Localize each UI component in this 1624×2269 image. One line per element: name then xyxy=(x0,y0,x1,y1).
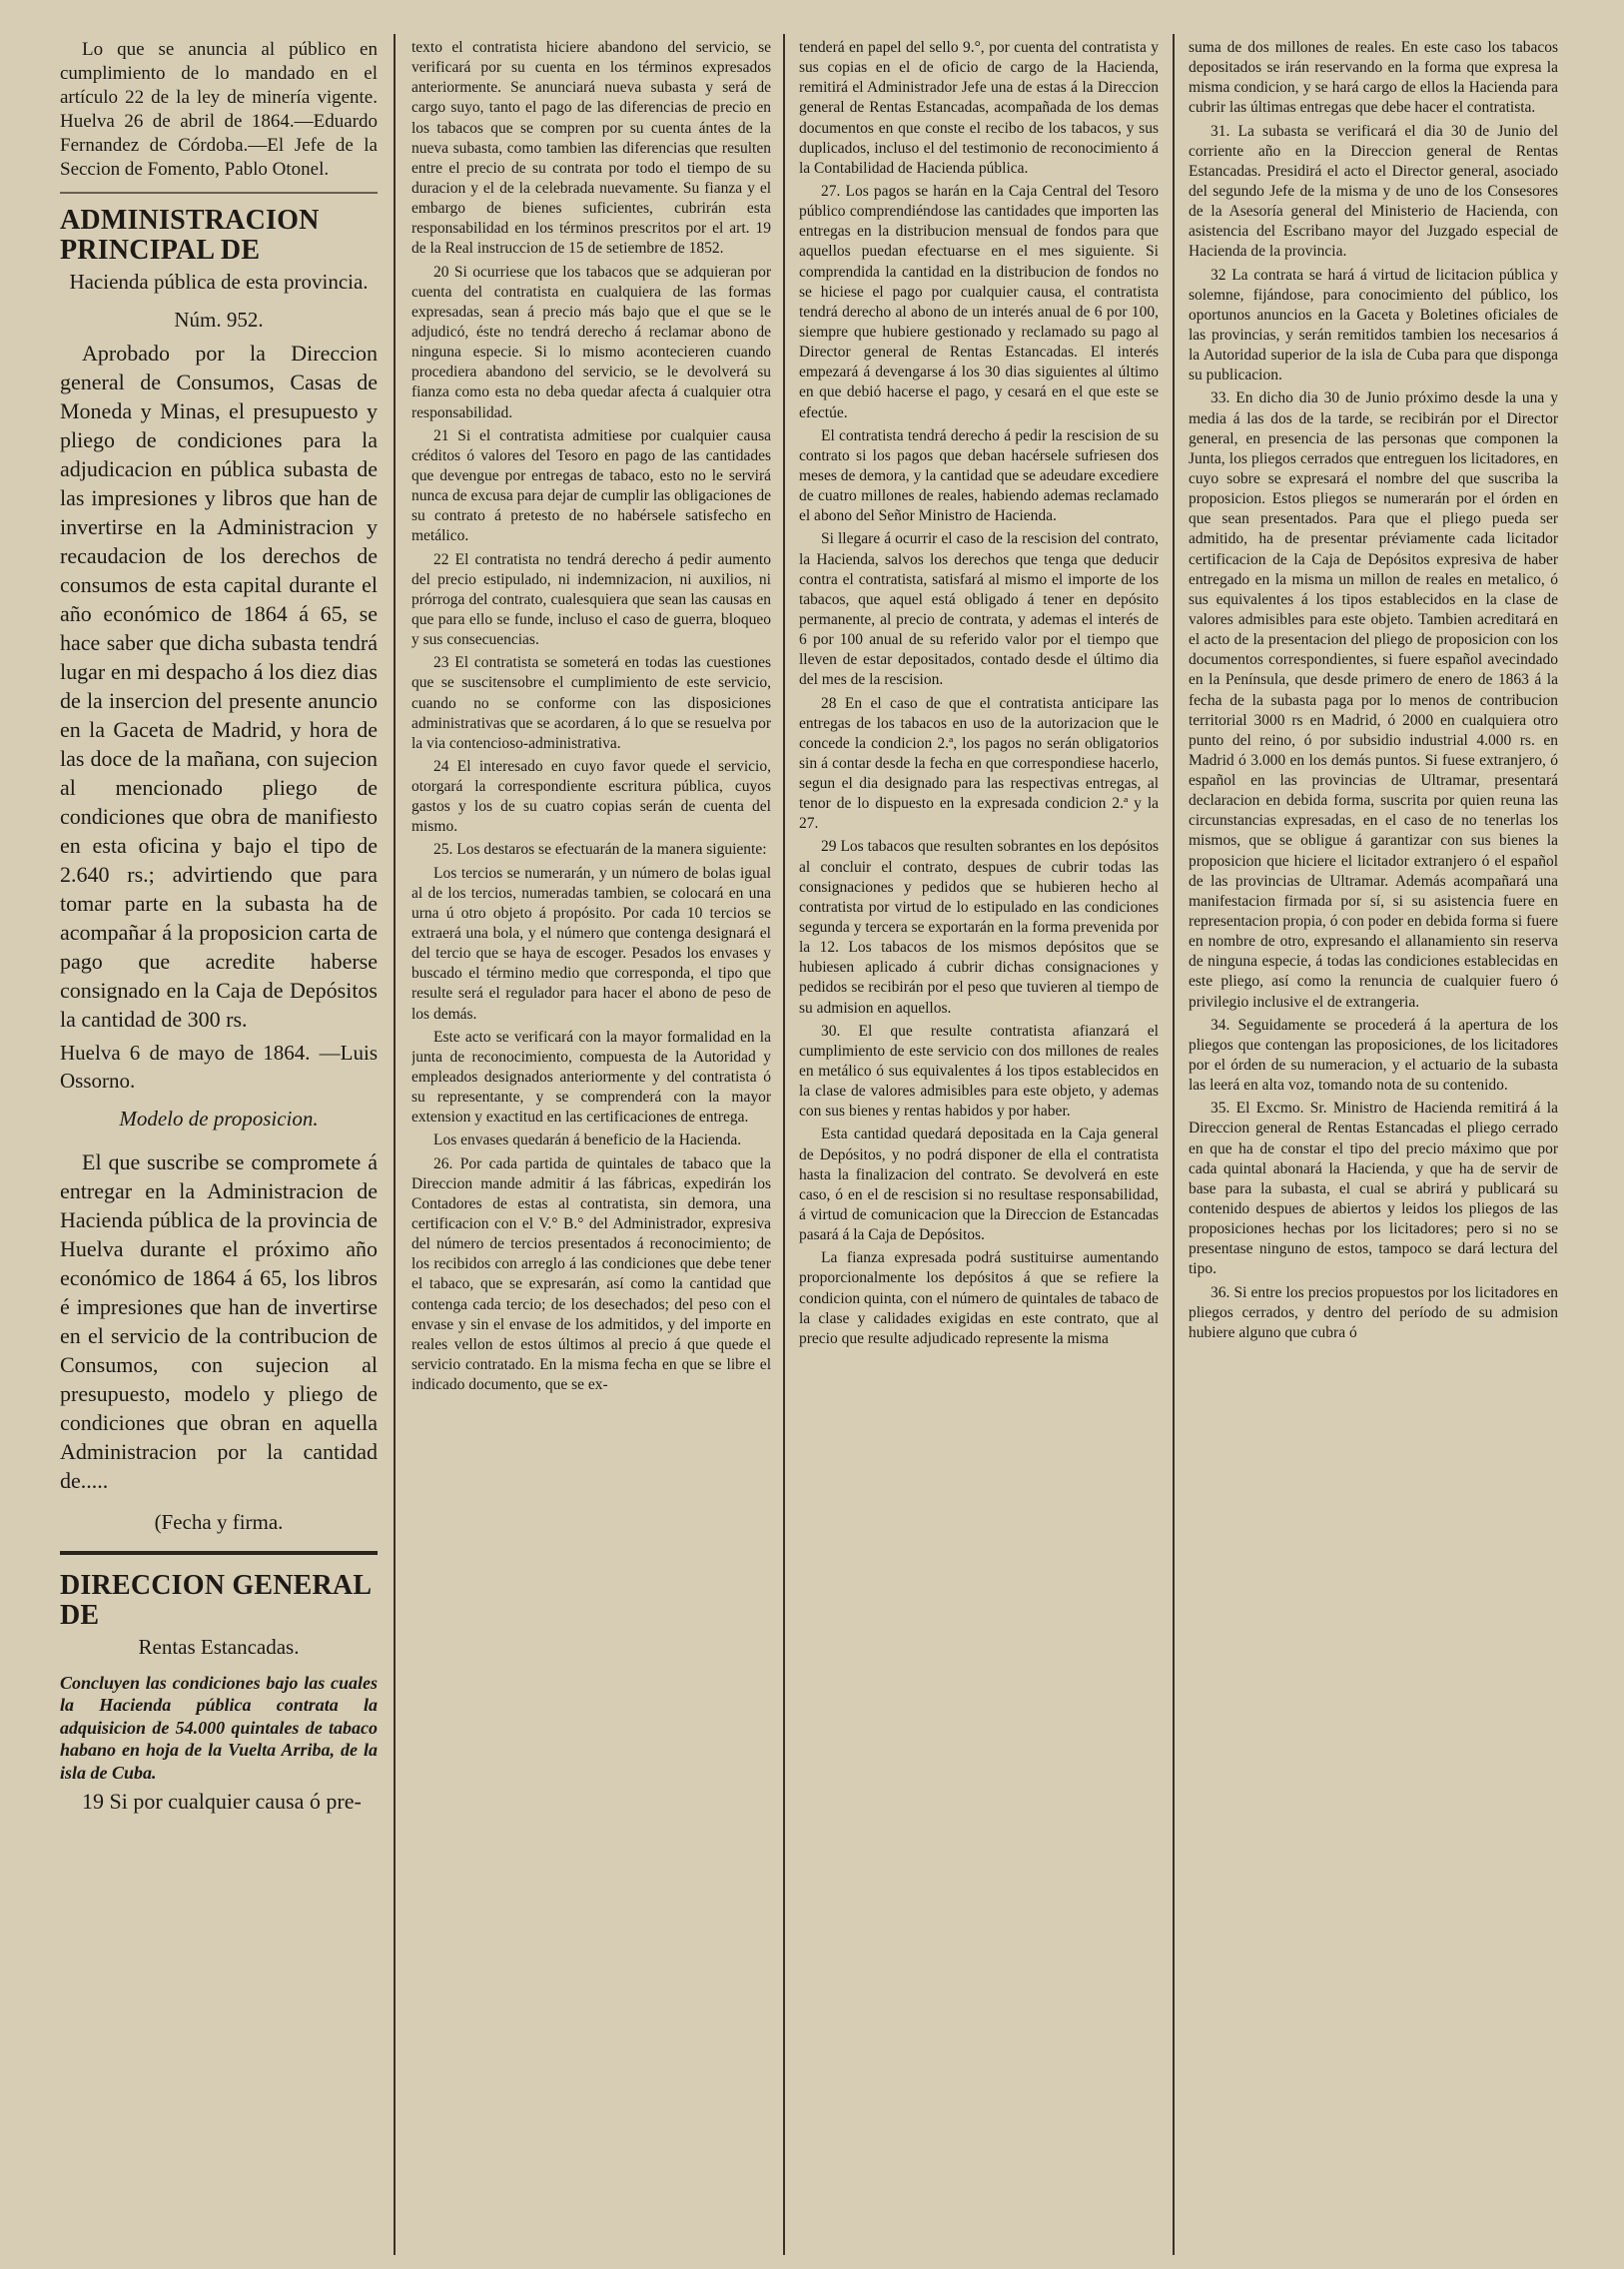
column-3 xyxy=(799,38,1159,2255)
condition-27-paragraph: Si llegare á ocurrir el caso de la rescision del contrato, la Hacienda, salvos los derechos que tenga que deducir contra el contratista, satisfará al mismo el importe de los tabacos, que aquel está obligado á tener en depósito permanente, al precio de contrata, y ademas el interés de 6 por 100 anual de su referido valor por el tiempo que lleven de estar depositados, contado desde el último dia del mes de la rescision. xyxy=(799,530,1159,689)
section-divider xyxy=(60,192,378,194)
condition-22: 22 El contratista no tendrá derecho á pedir aumento del precio estipulado, ni indemnizacion, ni auxilios, ni prórroga del contrato, cualesquiera que sean las causas en que para ello se funde, incluso el caso de guerra, bloqueo y sus consecuencias. xyxy=(411,550,771,649)
notice-signature: Huelva 6 de mayo de 1864. —Luis Ossorno. xyxy=(60,1041,378,1094)
condition-30: 30. El que resulte contratista afianzará el cumplimiento de este servicio con dos millones de reales en metálico ó sus equivalentes á los tipos establecidos en la clase de valores admisibles para este objeto, y ademas con sus bienes y rentas habidos y por haber. xyxy=(799,1022,1159,1121)
section-heading-direccion: DIRECCION GENERAL DE xyxy=(60,1569,371,1632)
condition-26-continued: tenderá en papel del sello 9.°, por cuenta del contratista y sus copias en el de oficio de cargo de la Hacienda, remitirá el Administrador Jefe una de estas á la Direccion general de Rentas Estancadas, acompañada de los demas documentos en que conste el recibo de los tabacos, y sus duplicados, incluso el del testimonio de reconocimiento á la Contabilidad de Hacienda pública. xyxy=(799,39,1159,177)
condition-28: 28 En el caso de que el contratista anticipare las entregas de los tabacos en uso de la autorizacion que le concede la condicion 2.ª, los pagos no serán obligatorios sin á contar desde la fecha en que correspondiese hacerlo, segun el dia designado para las respectivas entregas, al tenor de lo dispuesto en la expresada condicion 2.ª y la 27. xyxy=(799,694,1159,833)
mining-notice-intro: Lo que se anuncia al público en cumplimiento de lo mandado en el artículo 22 de la ley de minería vigente. Huelva 26 de abril de 1864.—Eduardo Fernandez de Córdoba.—El Jefe de la Seccion de Fomento, Pablo Otonel. xyxy=(60,39,378,180)
condition-19-continued: texto el contratista hiciere abandono del servicio, se verificará por su cuenta en los términos expresados anteriormente. Se anunciará nueva subasta y será de cargo suyo, tanto el pago de las diferencias de precio en los tabacos que se compren por su cuenta ántes de la nueva subasta, como tambien las diferencias que resulten entre el precio de su contrata por todo el tiempo de su duracion y el de la celebrada nuevamente. Su fianza y el embargo de bienes suficientes, cubrirán esta responsabilidad en los términos prescritos por el art. 19 de la Real instruccion de 15 de setiembre de 1852. xyxy=(411,39,771,258)
condition-20: 20 Si ocurriese que los tabacos que se adquieran por cuenta del contratista en cualquiera de las formas expresadas, sean á precio más bajo que el que se le adjudicó, éste no tendrá derecho á reclamar abono de ninguna especie. Si lo mismo acontecieren cuando procediera abandono del servicio, se le devolverá su fianza como esta no deba quedar afecta á cualquier otra responsabilidad. xyxy=(411,263,771,421)
column-2 xyxy=(411,38,771,2255)
condition-35: 35. El Excmo. Sr. Ministro de Hacienda remitirá á la Direccion general de Rentas Estancadas el pliego cerrado en que ha de constar el tipo del precio máximo que por cada quintal abonará la Hacienda, y que ha de servir de base para la subasta, el cual se abrirá y publicará su contenido despues de abiertos y leidos los pliegos de las proposiciones hechas por los licitadores; pero si no se presentase ninguno de estos, tampoco se dará lectura del tipo. xyxy=(1189,1100,1558,1278)
condition-23: 23 El contratista se someterá en todas las cuestiones que se suscitensobre el cumplimiento de este servicio, cuando no se conforme con las disposiciones administrativas que se acordaren, á lo que se resuelva por la via contencioso-administrativa. xyxy=(411,654,771,752)
section-heading-administracion: ADMINISTRACION PRINCIPAL DE xyxy=(60,204,320,267)
model-proposal-text: El que suscribe se compromete á entregar en la Administracion de Hacienda pública de la provincia de Huelva durante el próximo año económico de 1864 á 65, los libros é impresiones que han de invertirse en el servicio de la contribucion de Consumos, con sujecion al presupuesto, modelo y pliego de condiciones que obran en aquella Administracion por la cantidad de..... xyxy=(60,1148,378,1493)
condition-27: 27. Los pagos se harán en la Caja Central del Tesoro público comprendiéndose las cantidades que importen las entregas en la distribucion mensual de fondos para que aquellos puedan efectuarse en el mes siguiente. Si comprendida la cantidad en la distribucion de fondos no se hiciese el pago por cualquier causa, el contratista tendrá derecho al abono de un interés anual de 6 por 100, siempre que hubiere gestionado y reclamado su pago al Director general de Rentas Estancadas. El interés empezará á devengarse á los 30 dias siguientes al último en que debió hacerse el pago, y cesará en el que este se efectúe. xyxy=(799,182,1159,421)
column-rule xyxy=(783,34,785,2255)
conditions-summary: Concluyen las condiciones bajo las cuales la Hacienda pública contrata la adquisicion de 54.000 quintales de tabaco habano en hoja de la Vuelta Arriba, de la isla de Cuba. xyxy=(60,1672,378,1783)
condition-29: 29 Los tabacos que resulten sobrantes en los depósitos al concluir el contrato, despues de cubrir todas las consignaciones y pedidos que se hubieren hecho al contratista por virtud de lo estipulado en las condiciones segunda y tercera se exportarán en la forma prevenida por la 12. Los tabacos de los mismos depósitos que se hubiesen aplicado á cubrir dichas consignaciones y pedidos se recibirán por el peso que tuvieren al tiempo de su admision en aquellos. xyxy=(799,838,1159,1017)
column-4 xyxy=(1189,38,1558,2255)
condition-21: 21 Si el contratista admitiese por cualquier causa créditos ó valores del Tesoro en pago de las cantidades que devengue por entregas de tabaco, esto no le servirá nunca de excusa para dejar de cumplir las obligaciones de su contrato á pretesto de no habérsele satisfecho en metálico. xyxy=(411,426,771,545)
auction-notice-text: Aprobado por la Direccion general de Consumos, Casas de Moneda y Minas, el presupuesto y pliego de condiciones para la adjudicacion en pública subasta de las impresiones y libros que han de invertirse en la Administracion y recaudacion de los derechos de consumos de esta capital durante el año económico de 1864 á 65, se hace saber que dicha subasta tendrá lugar en mi despacho á los diez dias de la insercion del presente anuncio en la Gaceta de Madrid, y hora de las doce de la mañana, con sujecion al mencionado pliego de condiciones que obra de manifiesto en esta oficina y bajo el tipo de 2.640 rs.; advirtiendo que para tomar parte en la subasta ha de acompañar á la proposicion carta de pago que acredite haberse consignado en la Caja de Depósitos la cantidad de 300 rs. xyxy=(60,340,378,1033)
condition-32: 32 La contrata se hará á virtud de licitacion pública y solemne, fijándose, para conocimiento del público, los oportunos anuncios en la Gaceta y Boletines oficiales de las provincias, y serán remitidos tambien los necesarios á la Autoridad superior de la isla de Cuba para que disponga su publicacion. xyxy=(1189,266,1558,384)
condition-30-paragraph: La fianza expresada podrá sustituirse aumentando proporcionalmente los depósitos á que se refiere la condicion quinta, con el número de quintales de tabaco de la clase y calidades exigidas en este contrato, que al precio que resulte adjudicado represente la misma xyxy=(799,1249,1159,1347)
condition-26: 26. Por cada partida de quintales de tabaco que la Direccion mande admitir á las fábricas, expedirán los Contadores de estas al contratista, sin demora, una certificacion con el V.° B.° del Administrador, expresiva del número de tercios presentados á reconocimiento; de los recibidos con arreglo á las condiciones que debe tener el tabaco, que se expresarán, así como la cantidad que contenga cada tercio; de los desechados; del peso con el envase y sin el envase de los admitidos, y del importe en reales vellon de estos últimos al precio á que quede el servicio contratado. En la misma fecha en que se libre el indicado documento, que se ex- xyxy=(411,1154,771,1394)
condition-36: 36. Si entre los precios propuestos por los licitadores en pliegos cerrados, y dentro del período de su admision hubiere alguno que cubra ó xyxy=(1189,1283,1558,1341)
condition-33: 33. En dicho dia 30 de Junio próximo desde la una y media á las dos de la tarde, se recibirán por el Director general, en presencia de las personas que componen la Junta, los pliegos cerrados que entreguen los licitadores, en cuyo sobre se expresará el nombre del que suscriba la proposicion. Estos pliegos se numerarán por el órden en que sean presentados. Para que el pliego pueda ser admitido, ha de presentar préviamente cada licitador certificacion de la Caja de Depósitos expresiva de haber entregado en la misma un millon de reales en metalico, ó sus equivalentes á los tipos establecidos en la clase de valores admisibles para este objeto. Tambien acreditará en el acto de la presentacion del pliego de proposicion con los documentos correspondientes, si fuere español avecindado en la Península, que desde primero de enero de 1863 á la fecha de la subasta paga por lo menos de contribucion territorial 3000 rs en Madrid, ó 2000 en cualquiera otro punto del reino, ó por subsidio industrial 4.000 rs. en Madrid ó 3.000 en los demás puntos. Si fuese extranjero, ó español en las provincias de Ultramar, presentará declaracion en debida forma, suscrita por quien reuna las circunstancias expresadas, en el caso de no tenerlas los mismos, que se obligue á garantizar con sus bienes la proposicion que hiciere el licitador extranjero ó el español de las provincias de Ultramar. Además acompañará una manifestacion firmada por sí, si su asistencia fuere en representacion propia, ó con poder en debida forma si fuere en nombre de otro, expresando el allanamiento sin reserva de ninguna especie, á todas las condiciones establecidas en este pliego, así como la renuncia de cualquier fuero ó privilegio inclusive el de extrangeria. xyxy=(1189,389,1558,1011)
column-rule xyxy=(1173,34,1175,2255)
condition-25-paragraph: Los tercios se numerarán, y un número de bolas igual al de los tercios, numeradas tambien, se colocará en una urna ú otro objeto á propósito. Por cada 10 tercios se extraerá una bola, y el número que contenga designará el del tercio que se haya de escoger. Pesados los envases y buscado el término medio que corresponda, el tipo que resulte será el regulador para hacer el abono de peso de los demás. xyxy=(411,864,771,1023)
condition-25: 25. Los destaros se efectuarán de la manera siguiente: xyxy=(433,841,767,859)
column-rule xyxy=(394,34,396,2255)
condition-30-paragraph: Esta cantidad quedará depositada en la Caja general de Depósitos, y no podrá disponer de ella el contratista hasta la finalizacion del contrato. Se devolverá en este caso, ó en el de rescision si no resultase responsabilidad, á virtud de comunicacion que la Direccion de Estancadas pasará á la Caja de Depósitos. xyxy=(799,1126,1159,1244)
condition-31: 31. La subasta se verificará el dia 30 de Junio del corriente año en la Direccion general de Rentas Estancadas. Presidirá el acto el Director general, asociado del segundo Jefe de la misma y de uno de los Consesores de la Asesoría general del Ministerio de Hacienda, con asistencia del Escribano mayor del Juzgado especial de Hacienda de la provincia. xyxy=(1189,122,1558,261)
condition-25-paragraph: Los envases quedarán á beneficio de la Hacienda. xyxy=(433,1132,742,1149)
condition-19-start: 19 Si por cualquier causa ó pre- xyxy=(82,1789,362,1815)
model-title: Modelo de proposicion. xyxy=(119,1106,319,1131)
condition-25-paragraph: Este acto se verificará con la mayor formalidad en la junta de reconocimiento, compuesta de la Autoridad y empleados designados anteriormente y del contratista ó su representante, y se comprenderá con la mayor extension y exactitud en las certificaciones de entrega. xyxy=(411,1028,771,1127)
section-subheading-hacienda: Hacienda pública de esta provincia. xyxy=(69,270,369,295)
section-divider xyxy=(60,1551,378,1555)
notice-number: Núm. 952. xyxy=(174,307,264,332)
condition-34: 34. Seguidamente se procederá á la apertura de los pliegos que contengan las proposiciones, de los licitadores por el órden de su numeracion, y el actuario de la subasta las leerá en alta voz, tomando nota de su contenido. xyxy=(1189,1016,1558,1095)
condition-24: 24 El interesado en cuyo favor quede el servicio, otorgará la correspondiente escritura pública, cuyos gastos y los de su cuatro copias serán de cuenta del mismo. xyxy=(411,757,771,836)
column-1 xyxy=(60,38,378,2255)
section-subheading-rentas: Rentas Estancadas. xyxy=(138,1635,300,1660)
date-signature-line: (Fecha y firma. xyxy=(154,1509,284,1534)
condition-27-paragraph: El contratista tendrá derecho á pedir la rescision de su contrato si los pagos que deban hacérsele sufriesen dos meses de demora, y la cantidad que se adeudare excediere de cuatro millones de reales, habiendo ademas reclamado el abono del Señor Ministro de Hacienda. xyxy=(799,426,1159,525)
condition-30-continued: suma de dos millones de reales. En este caso los tabacos depositados se irán reservando en la forma que expresa la misma condicion, y se hará cargo de ellos la Hacienda para cubrir las últimas entregas que debe hacer el contratista. xyxy=(1189,39,1558,117)
